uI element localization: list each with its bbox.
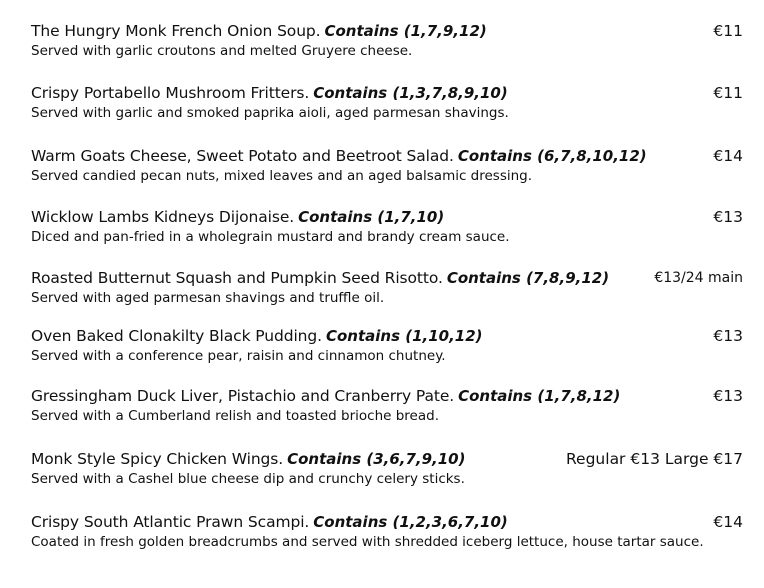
menu-item-description: Served candied pecan nuts, mixed leaves and an aged balsamic dressing. xyxy=(31,168,533,184)
menu-item-title-row xyxy=(31,20,743,42)
menu-item-title-row xyxy=(31,145,743,167)
menu-item-squash-risotto xyxy=(31,267,743,307)
menu-item-allergens: Contains (1,10,12) xyxy=(325,327,483,345)
menu-item-price: €13 xyxy=(713,327,743,345)
menu-item-black-pudding xyxy=(31,325,743,365)
menu-item-allergens: Contains (1,3,7,8,9,10) xyxy=(313,84,508,102)
menu-item-name: Monk Style Spicy Chicken Wings. xyxy=(31,450,284,468)
menu-item-title-row xyxy=(31,267,743,289)
menu-item-description: Served with garlic croutons and melted Gruyere cheese. xyxy=(31,43,413,59)
menu-item-title-row xyxy=(31,448,743,470)
menu-item-french-onion-soup xyxy=(31,20,743,60)
menu-item-name: Wicklow Lambs Kidneys Dijonaise. xyxy=(31,208,295,226)
menu-item-price: €13 xyxy=(713,208,743,226)
menu-item-allergens: Contains (6,7,8,10,12) xyxy=(457,147,647,165)
menu-item-price: €13 xyxy=(713,387,743,405)
menu-item-allergens: Contains (1,7,8,12) xyxy=(458,387,621,405)
menu-item-name: Roasted Butternut Squash and Pumpkin Seed Risotto. xyxy=(31,269,443,287)
menu-item-title-row xyxy=(31,385,743,407)
menu-item-allergens: Contains (1,2,3,6,7,10) xyxy=(313,513,508,531)
menu-item-description: Served with aged parmesan shavings and truffle oil. xyxy=(31,290,385,306)
menu-item-title-row xyxy=(31,325,743,347)
menu-item-price: €14 xyxy=(713,147,743,165)
menu-item-description: Served with a Cumberland relish and toasted brioche bread. xyxy=(31,408,439,424)
menu-item-description: Served with a conference pear, raisin and cinnamon chutney. xyxy=(31,348,446,364)
menu-item-name: Warm Goats Cheese, Sweet Potato and Beetroot Salad. xyxy=(31,147,454,165)
menu-item-price: €13/24 main xyxy=(654,270,743,286)
menu-item-description: Served with garlic and smoked paprika aioli, aged parmesan shavings. xyxy=(31,105,509,121)
menu-item-chicken-wings xyxy=(31,448,743,488)
menu-item-price: Regular €13 Large €17 xyxy=(565,450,743,468)
menu-item-price: €14 xyxy=(713,513,743,531)
menu-item-allergens: Contains (3,6,7,9,10) xyxy=(287,450,466,468)
menu-item-price: €11 xyxy=(713,84,743,102)
menu-item-title-row xyxy=(31,511,743,533)
menu-item-name: Gressingham Duck Liver, Pistachio and Cranberry Pate. xyxy=(31,387,455,405)
menu-item-title-row xyxy=(31,82,743,104)
menu-item-name: Crispy South Atlantic Prawn Scampi. xyxy=(31,513,310,531)
menu-item-allergens: Contains (7,8,9,12) xyxy=(446,269,610,287)
menu-item-mushroom-fritters xyxy=(31,82,743,122)
menu-item-title-row xyxy=(31,206,743,228)
menu-item-duck-liver-pate xyxy=(31,385,743,425)
menu-item-name: The Hungry Monk French Onion Soup. xyxy=(31,22,321,40)
menu-item-goats-cheese-salad xyxy=(31,145,743,185)
menu-item-allergens: Contains (1,7,9,12) xyxy=(324,22,487,40)
menu-item-prawn-scampi xyxy=(31,511,743,551)
menu-item-lambs-kidneys xyxy=(31,206,743,246)
menu-item-description: Diced and pan-fried in a wholegrain mustard and brandy cream sauce. xyxy=(31,229,510,245)
menu-item-name: Oven Baked Clonakilty Black Pudding. xyxy=(31,327,322,345)
menu-item-price: €11 xyxy=(713,22,743,40)
menu-item-description: Served with a Cashel blue cheese dip and crunchy celery sticks. xyxy=(31,471,465,487)
menu-item-allergens: Contains (1,7,10) xyxy=(298,208,445,226)
menu-item-description: Coated in fresh golden breadcrumbs and served with shredded iceberg lettuce, house tartar sauce. xyxy=(31,534,704,550)
menu-item-name: Crispy Portabello Mushroom Fritters. xyxy=(31,84,310,102)
